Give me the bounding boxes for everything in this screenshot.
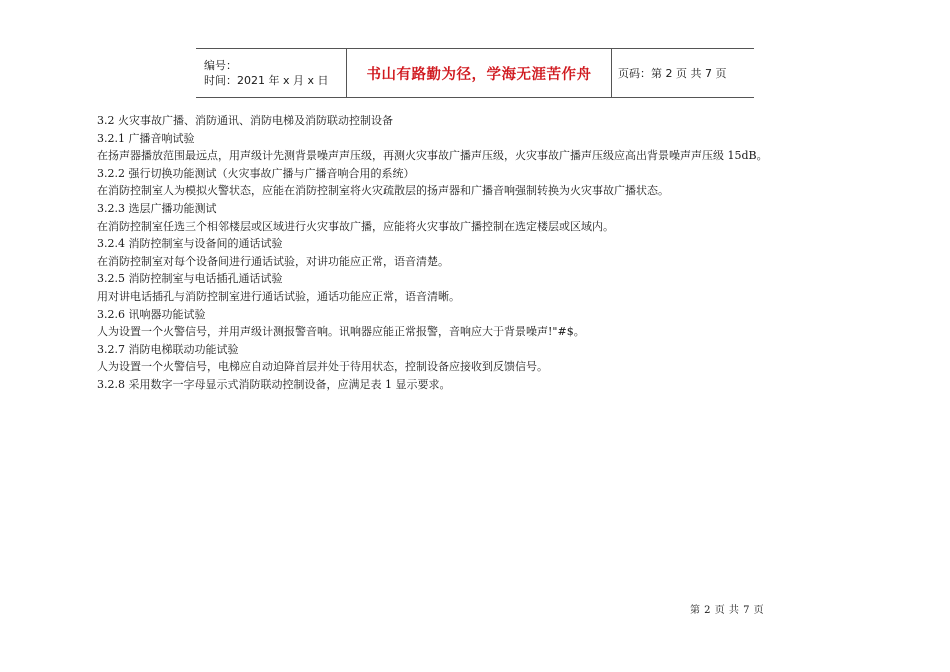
paragraph: 在消防控制室对每个设备间进行通话试验，对讲功能应正常，语音清楚。 bbox=[97, 254, 449, 268]
header-motto-cell bbox=[346, 49, 612, 97]
page-footer: 第 2 页 共 7 页 bbox=[690, 605, 765, 616]
subsection-heading: 3.2.4 消防控制室与设备间的通话试验 bbox=[97, 237, 283, 251]
number-label: 编号： bbox=[204, 59, 237, 72]
subsection-heading: 3.2.5 消防控制室与电话插孔通话试验 bbox=[97, 272, 283, 286]
subsection-heading: 3.2.3 选层广播功能测试 bbox=[97, 201, 217, 215]
page-label: 页码：第 2 页 共 7 页 bbox=[618, 67, 727, 80]
paragraph: 人为设置一个火警信号，电梯应自动迫降首层并处于待用状态，控制设备应接收到反馈信号。 bbox=[97, 360, 548, 374]
paragraph: 人为设置一个火警信号，并用声级计测报警音响。讯响器应能正常报警，音响应大于背景噪声!"#$。 bbox=[97, 325, 585, 339]
subsection-heading: 3.2.7 消防电梯联动功能试验 bbox=[97, 342, 239, 356]
paragraph: 在扬声器播放范围最远点，用声级计先测背景噪声声压级，再测火灾事故广播声压级，火灾事故广播声压级应高出背景噪声声压级 15dB。 bbox=[97, 149, 768, 163]
header-page-cell bbox=[612, 49, 754, 97]
page-header bbox=[196, 48, 754, 98]
paragraph: 在消防控制室任选三个相邻楼层或区域进行火灾事故广播，应能将火灾事故广播控制在选定楼层或区域内。 bbox=[97, 219, 614, 233]
subsection-heading: 3.2.6 讯响器功能试验 bbox=[97, 307, 206, 321]
subsection-heading: 3.2.2 强行切换功能测试（火灾事故广播与广播音响合用的系统） bbox=[97, 166, 415, 180]
subsection-heading: 3.2.1 广播音响试验 bbox=[97, 131, 195, 145]
header-meta bbox=[196, 49, 346, 97]
paragraph: 在消防控制室人为模拟火警状态，应能在消防控制室将火灾疏散层的扬声器和广播音响强制转换为火灾事故广播状态。 bbox=[97, 184, 669, 198]
section-heading: 3.2 火灾事故广播、消防通讯、消防电梯及消防联动控制设备 bbox=[97, 114, 393, 127]
motto-text: 书山有路勤为径，学海无涯苦作舟 bbox=[366, 66, 592, 83]
document-body bbox=[97, 112, 837, 394]
time-label: 时间：2021 年 x 月 x 日 bbox=[204, 74, 329, 87]
subsection-heading: 3.2.8 采用数字一字母显示式消防联动控制设备，应满足表 1 显示要求。 bbox=[97, 377, 451, 391]
paragraph: 用对讲电话插孔与消防控制室进行通话试验，通话功能应正常，语音清晰。 bbox=[97, 289, 460, 303]
